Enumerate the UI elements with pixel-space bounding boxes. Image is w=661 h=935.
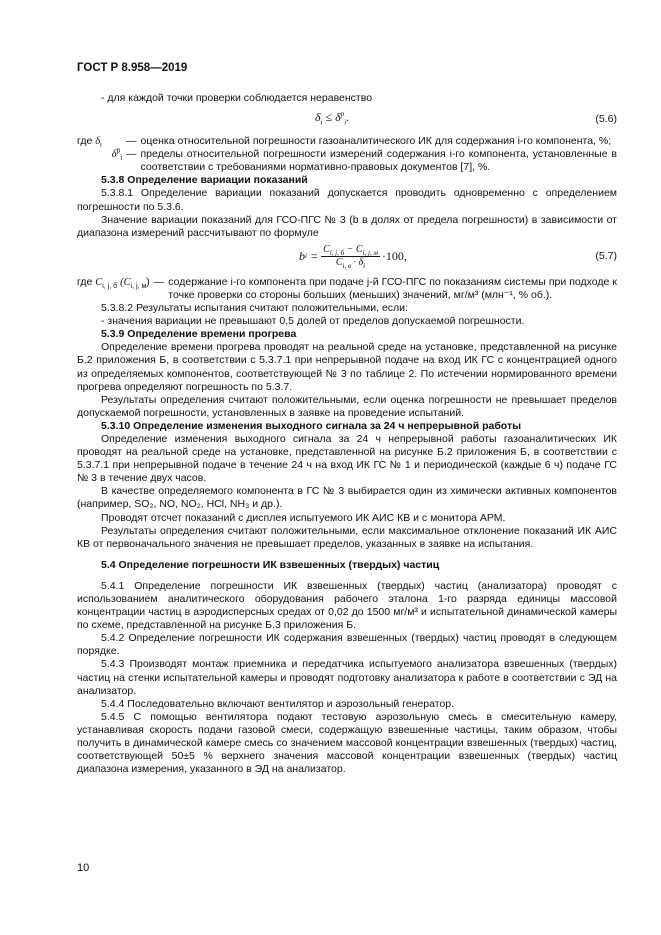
equation-5-7-formula: b i = $\frac{C_{i, j, б} - C_{i, j, м}}{C_{i, в} \cdot \delta_i}$ ·100, — [299, 243, 407, 270]
section-5-3-10-heading: 5.3.10 Определение изменения выходного сигнала за 24 ч непрерывной работы — [101, 419, 522, 432]
definition-delta-p: $\delta^p_i$ — пределы относительной погрешности измерений содержания i-го компонента, установленные в соответствии с требованиями нормативно-правовых документов [7], %. — [111, 147, 617, 174]
paragraph-5-4-5: 5.4.5 С помощью вентилятора подают тестовую аэрозольную смесь в смесительную камеру, устанавливая скорость подачи газовой смеси, содержащую взвешенные частицы, таким образом, чтобы получить в динамической камере смесь со значением массовой концентрации взвешенных (твердых) частиц, соответствующей 50±5 % верхнего значения массовой концентрации взвешенных (твердых) частиц диапазона измерения, указанного в ЭД на анализатор. — [77, 710, 617, 776]
section-5-3-8-heading: 5.3.8 Определение вариации показаний — [101, 174, 308, 187]
paragraph-variation-intro: Значение вариации показаний для ГСО-ПГС № 3 (b в долях от предела погрешности) в зависимости от диапазона измерений рассчитывают по формуле — [77, 213, 617, 239]
paragraph-5-3-8-2-item: - значения вариации не превышают 0,5 долей от пределов допускаемой погрешности. — [101, 315, 525, 328]
section-5-4-heading: 5.4 Определение погрешности ИК взвешенных (твердых) частиц — [101, 558, 440, 571]
paragraph-5-4-1: 5.4.1 Определение погрешности ИК взвешенных (твердых) частиц (анализатора) проводят с использованием аналитического оборудования рабочего эталона 1-го разряда единицы массовой концентрации частиц в аэродисперсных средах от 0,02 до 1500 мг/м³ и испытательной динамической камеры по схеме, представленной на рисунке Б.3 приложения Б. — [77, 579, 617, 632]
paragraph-5-4-4: 5.4.4 Последовательно включают вентилятор и аэрозольный генератор. — [101, 697, 455, 710]
paragraph-5-3-10-a: Определение изменения выходного сигнала за 24 ч непрерывной работы газоаналитических ИК проводят на реальной среде на установке, представленной на рисунке Б.2 приложения Б, в соответствии с 5.3.7.1 при непрерывной подаче в течение 24 ч на вход ИК ГС № 1 и периодической (каждые 6 ч) подаче ГС № 3 в течение двух часов. — [77, 432, 617, 485]
section-5-3-9-heading: 5.3.9 Определение времени прогрева — [101, 328, 297, 341]
paragraph-5-3-10-c: Проводят отсчет показаний с дисплея испытуемого ИК АИС КВ и с монитора АРМ. — [101, 511, 506, 524]
page-number: 10 — [77, 862, 90, 874]
equation-5-6-formula: $\delta_i \le \delta^p_i$. — [315, 110, 350, 127]
equation-5-6-number: (5.6) — [595, 113, 617, 126]
paragraph-5-4-3: 5.4.3 Производят монтаж приемника и передатчика испытуемого анализатора взвешенных (твердых) частиц на стенки испытательной камеры и проводят подготовку анализатора к работе в соответствии с ЭД на анализатор. — [77, 658, 617, 697]
paragraph-5-3-8-1: 5.3.8.1 Определение вариации показаний допускается проводить одновременно с определением погрешности по 5.3.6. — [77, 187, 617, 213]
paragraph-5-4-2: 5.4.2 Определение погрешности ИК содержания взвешенных (твердых) частиц проводят в следующем порядке. — [77, 632, 617, 658]
paragraph-5-3-9-a: Определение времени прогрева проводят на реальной среде на установке, представленной на рисунке Б.2 приложения Б, в соответствии с 5.3.7.1 при непрерывной подаче на вход ИК ГС с концентрацией одного из определяемых компонентов, соответствующей № 3 по таблице 2. По истечении нормированного времени прогрева определяют погрешность по 5.3.7. — [77, 341, 617, 393]
definition-delta: где $\delta_i$ — оценка относительной погрешности газоаналитического ИК для содержания i-го компонента, %; — [77, 135, 612, 150]
document-header: ГОСТ Р 8.958—2019 — [77, 62, 188, 74]
equation-5-7-number: (5.7) — [595, 249, 617, 262]
paragraph-5-3-10-b: В качестве определяемого компонента в ГС № 3 выбирается один из химически активных компонентов (например, SO₂, NO, NO₂, HCl, NH₃ и др.). — [77, 485, 617, 511]
equation-5-7 — [77, 240, 617, 276]
definition-c: где $C_{i, j, б}$ $(C_{i, j, м})$ — содержание i-го компонента при подаче j-й ГСО-ПГС по показаниям системы при подходе к точке проверки со стороны больших (меньших) значений, мг/м³ (млн⁻¹, % об.). — [77, 275, 617, 301]
equation-5-6 — [77, 105, 617, 135]
paragraph-5-3-10-d: Результаты определения считают положительными, если максимальное отклонение показаний ИК АИС КВ от первоначального значения не превышает пределов, указанных в заявке на испытания. — [77, 524, 617, 550]
paragraph-5-3-9-b: Результаты определения считают положительными, если оценка погрешности не превышает пределов допускаемой погрешности, установленных в заявке на проведение испытаний. — [77, 393, 617, 419]
paragraph-5-3-8-2: 5.3.8.2 Результаты испытания считают положительными, если: — [101, 302, 408, 315]
content — [77, 92, 617, 776]
lead-text: - для каждой точки проверки соблюдается неравенство — [101, 92, 373, 104]
